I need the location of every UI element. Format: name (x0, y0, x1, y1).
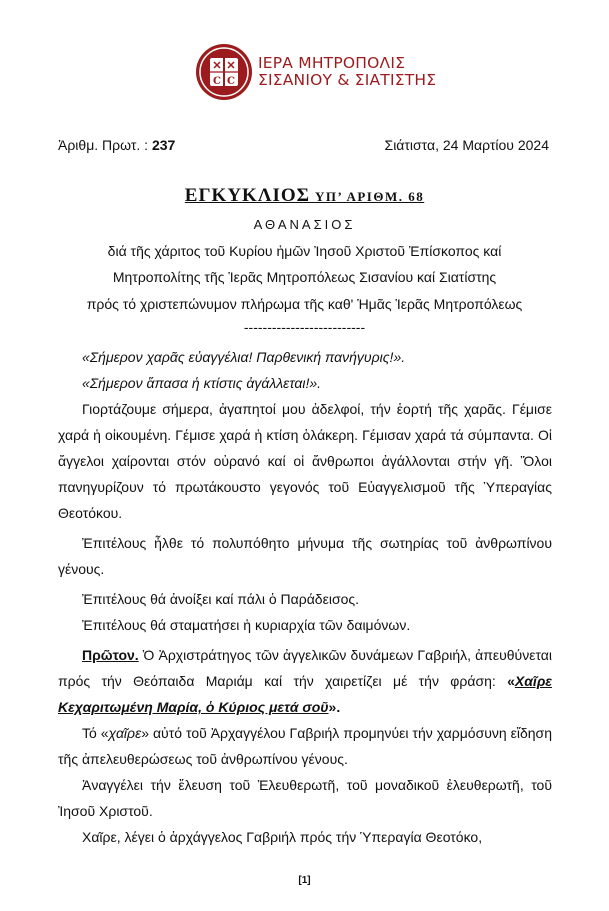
letterhead-line-2: ΣΙΣΑΝΙΟΥ & ΣΙΑΤΙΣΤΗΣ (258, 71, 437, 89)
paragraph-2: Ἐπιτέλους ἦλθε τό πολυπόθητο μήνυμα τῆς σωτηρίας τοῦ ἀνθρωπίνου γένους. (58, 535, 552, 577)
quote-2: «Σήμερον ἅπασα ἡ κτίστις ἀγάλλεται!». (82, 375, 322, 391)
sender-line-2: Μητροπολίτης τῆς Ἱερᾶς Μητροπόλεως Σισανίου καί Σιατίστης (112, 269, 497, 285)
protocol-label: Ἀριθμ. Πρωτ. : (58, 137, 149, 153)
letterhead-text (258, 55, 436, 89)
paragraph-5 (58, 642, 552, 720)
title-sub: ΥΠ’ ΑΡΙΘΜ. 68 (315, 189, 425, 204)
paragraph-7: Ἀναγγέλει τήν ἔλευση τοῦ Ἐλευθερωτῆ, τοῦ μοναδικοῦ ἐλευθερωτῆ, τοῦ Ἰησοῦ Χριστοῦ. (58, 777, 552, 819)
letter-body (58, 344, 552, 850)
sender-line-3: πρός τό χριστεπώνυμον πλήρωμα τῆς καθ' Ἡμᾶς Ἱερᾶς Μητροπόλεως (86, 296, 523, 312)
paragraph-5-quote: Χαῖρε Κεχαριτωμένη Μαρία, ὁ Κύριος μετά σοῦ (58, 673, 552, 715)
title-main: ΕΓΚΥΚΛΙΟΣ (184, 185, 311, 206)
paragraph-8: Χαῖρε, λέγει ὁ ἀρχάγγελος Γαβριήλ πρός τήν Ὑπεραγία Θεοτόκο, (82, 829, 483, 845)
paragraph-3: Ἐπιτέλους θά ἀνοίξει καί πάλι ὁ Παράδεισος. (82, 591, 360, 607)
letterhead (194, 42, 436, 102)
svg-text:С: С (213, 76, 221, 87)
sender-name: ΑΘΑΝΑΣΙΟΣ (253, 217, 356, 232)
paragraph-6-end: » αὐτό τοῦ Ἀρχαγγέλου Γαβριήλ προμηνύει τήν χαρμόσυνη εἴδηση τῆς ἀπελευθερώσεως τοῦ ἀνθρωπίνου γένους. (58, 725, 552, 767)
protocol-number (58, 137, 175, 153)
sender-line-1: διά τῆς χάριτος τοῦ Κυρίου ἡμῶν Ἰησοῦ Χριστοῦ Ἐπίσκοπος καί (107, 243, 502, 259)
letterhead-line-1: ΙΕΡΑ ΜΗΤΡΟΠΟΛΙΣ (258, 54, 406, 72)
paragraph-5-quote-open: « (507, 673, 515, 689)
divider: -------------------------- (243, 319, 366, 335)
paragraph-6-start: Τό « (82, 725, 109, 741)
paragraph-5-quote-close: ». (328, 699, 341, 715)
metropolis-seal-icon (194, 42, 254, 102)
paragraph-5-text: Ὁ Ἀρχιστράτηγος τῶν ἀγγελικῶν δυνάμεων Γαβριήλ, ἀπευθύνεται πρός τήν Θεόπαιδα Μαριάμ καί τήν χαιρετίζει μέ τήν φράση: (58, 647, 552, 689)
paragraph-1: Γιορτάζουμε σήμερα, ἀγαπητοί μου ἀδελφοί, τήν ἑορτή τῆς χαρᾶς. Γέμισε χαρά ἡ οἰκουμένη. Γέμισε χαρά ἡ κτίση ὁλάκερη. Γέμισαν χαρά τά σύμπαντα. Οἱ ἄγγελοι χαίρονται στόν οὐρανό καί οἱ ἄνθρωποι ἀγάλλονται στήν γῆ. Ὅλοι πανηγυρίζουν τό πρωτάκουστο γεγονός τοῦ Εὐαγγελισμοῦ τῆς Ὑπεραγίας Θεοτόκου. (58, 401, 552, 521)
paragraph-4: Ἐπιτέλους θά σταματήσει ἡ κυριαρχία τῶν δαιμόνων. (82, 617, 411, 633)
paragraph-5-lead: Πρῶτον. (82, 647, 139, 663)
document-date: Σιάτιστα, 24 Μαρτίου 2024 (384, 137, 549, 153)
paragraph-6 (58, 720, 552, 772)
page-number: [1] (298, 875, 311, 886)
document-title (0, 185, 609, 207)
protocol-value: 237 (151, 137, 176, 153)
svg-text:С: С (227, 76, 235, 87)
paragraph-6-word: χαῖρε (108, 725, 142, 741)
quote-1: «Σήμερον χαρᾶς εὐαγγέλια! Παρθενική πανήγυρις!». (82, 349, 406, 365)
